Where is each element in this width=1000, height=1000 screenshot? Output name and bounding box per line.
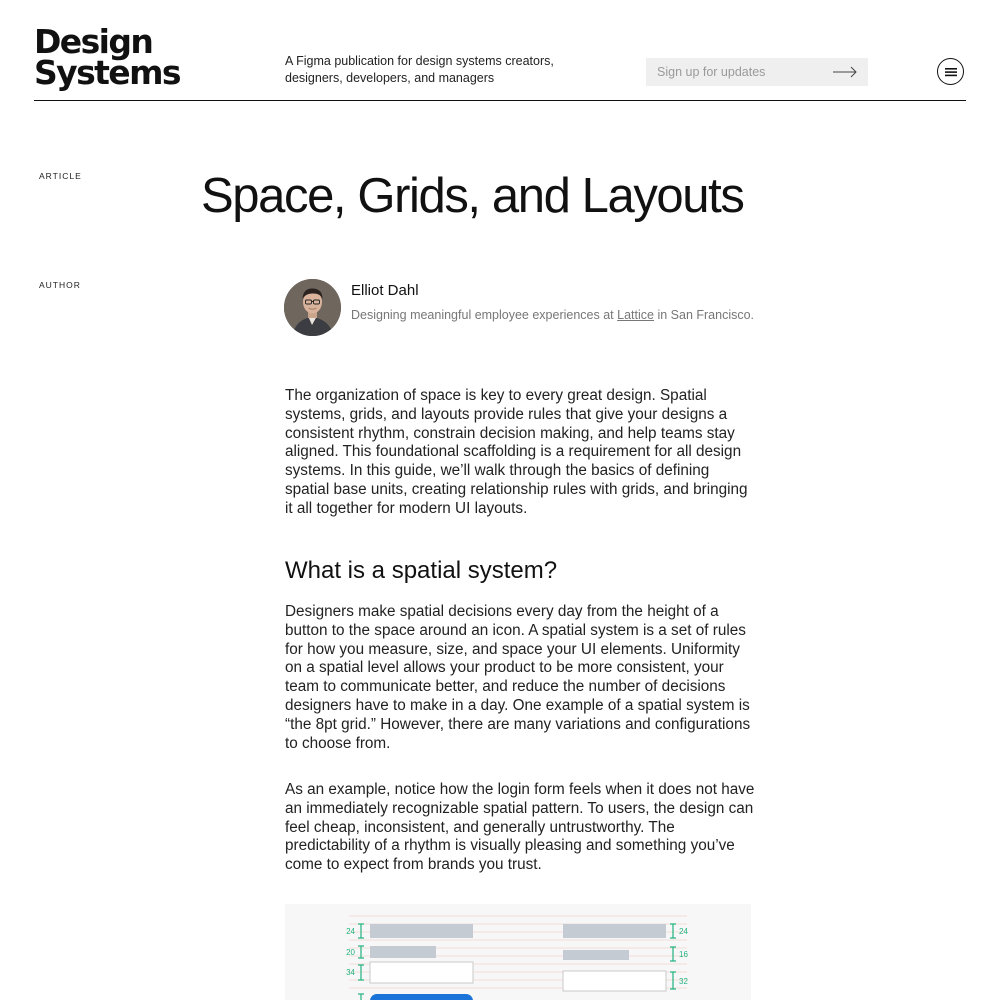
page-title: Space, Grids, and Layouts [201,169,744,223]
body-paragraph-1: Designers make spatial decisions every day from the height of a button to the space around an icon. A spatial system is a set of rules for how you measure, size, and space your UI elements. Uniformity on a spatial level allows your product to be more consistent, your team to communicate better, and reduce the number of decisions designers have to make in a day. One example of a spatial system is “the 8pt grid.” However, there are many variations and configurations to choose from. [285,603,751,752]
logo-line-2: Systems [34,53,180,92]
right-spacing-label: 24 [679,927,688,936]
author-label: AUTHOR [39,280,81,290]
site-logo[interactable] [34,22,180,92]
body-paragraph-2: As an example, notice how the login form feels when it does not have an immediately recognizable spatial pattern. To users, the design can feel cheap, inconsistent, and generally untrustworthy. The predictability of a rhythm is visually pleasing and something you’ve come to expect from brands you trust. [285,781,755,874]
left-spacing-label: 24 [346,927,355,936]
menu-button[interactable] [937,58,964,85]
logo-line-1: Design [34,22,153,61]
signup-email-input[interactable] [646,58,837,86]
left-spacing-label: 34 [346,968,355,977]
site-tagline: A Figma publication for design systems creators, designers, developers, and managers [285,54,554,85]
section-heading: What is a spatial system? [285,557,558,584]
right-form-label-bar [563,950,629,960]
left-form-title-bar [370,924,473,938]
author-avatar [284,279,341,336]
arrow-right-icon[interactable] [832,65,858,79]
right-form-input [563,971,666,991]
right-form-title-bar [563,924,666,938]
signup-form [646,58,868,86]
left-form-button [370,994,473,1000]
left-spacing-label: 20 [346,948,355,957]
left-form-input [370,962,473,983]
spacing-comparison-figure [285,904,751,1000]
header-divider [34,100,966,101]
author-bio [351,308,754,322]
company-link[interactable]: Lattice [617,308,654,322]
author-bio-prefix: Designing meaningful employee experiences at [351,308,618,322]
author-bio-suffix: in San Francisco. [653,308,755,322]
article-label: ARTICLE [39,171,82,181]
left-form-label-bar [370,946,436,958]
author-name: Elliot Dahl [351,282,419,299]
right-spacing-label: 16 [679,950,688,959]
intro-paragraph: The organization of space is key to every great design. Spatial systems, grids, and layouts provide rules that give your designs a consistent rhythm, constrain decision making, and help teams stay aligned. This foundational scaffolding is a requirement for all design systems. In this guide, we’ll walk through the basics of defining spatial base units, creating relationship rules with grids, and bringing it all together for modern UI layouts. [285,387,748,517]
right-spacing-label: 32 [679,977,688,986]
hamburger-icon [945,67,957,77]
